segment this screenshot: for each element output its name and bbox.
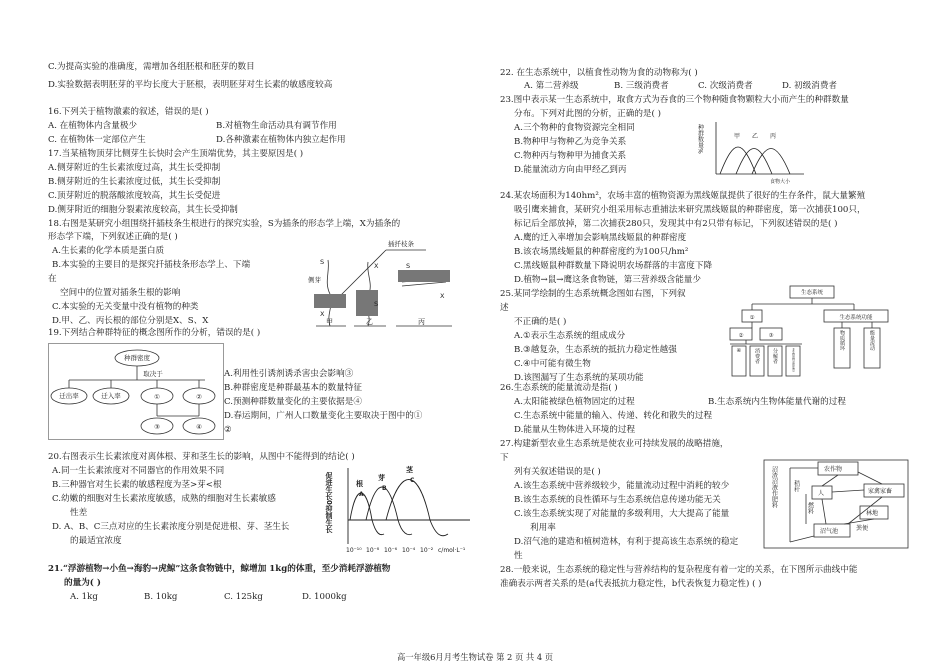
q27-label-straw: 秸秆	[792, 480, 800, 492]
q15-option-d: D.实验数据表明胚芽的平均长度大于胚根，表明胚芽对生长素的敏感度较高	[48, 80, 333, 90]
q16-option-c: C. 在植物体一定部位产生	[48, 135, 146, 145]
q20-option-d-cont: 的最适宜浓度	[70, 536, 122, 546]
q24-line-1: 24.某农场面积为140hm²，农场丰富的植物资源为黑线姬鼠提供了很好的生存条件，鼠大量繁殖	[500, 191, 866, 201]
q25-option-a: A.①表示生态系统的组成成分	[514, 331, 626, 341]
q25-line-1: 25.某同学绘制的生态系统概念图如右图，下列叙	[500, 289, 686, 299]
q18-fig-label-jia: 甲	[326, 318, 333, 326]
q19-option-a: A.利用性引诱剂诱杀害虫会影响③	[224, 369, 354, 379]
q27-label-fuel: 燃料	[806, 502, 814, 514]
q24-line-3: 标记后全部放掉，第二次捕获280只，发现其中有2只带有标记，下列叙述错误的是( )	[514, 219, 838, 229]
q25-node-function: 生态系统功能	[839, 315, 873, 321]
q20-tick-1: 10⁻¹⁰	[346, 547, 362, 554]
q19-label-depends: 取决于	[143, 370, 163, 378]
q23-option-a: A.三个物种的食物资源完全相同	[514, 123, 635, 133]
q18-line-2: 形态学下端，下列叙述正确的是( )	[48, 232, 178, 242]
q16-option-a: A. 在植物体内含量极少	[48, 121, 138, 131]
q22-option-b: B. 三级消费者	[614, 81, 669, 91]
q27-line-2: 下	[500, 453, 509, 463]
q18-option-b-cont: 在	[48, 274, 57, 284]
q27-option-c: C.该生态系统实现了对能量的多级利用，大大提高了能量	[514, 509, 730, 519]
q19-option-d-cont: ②	[224, 425, 232, 435]
q18-fig-label-x1: X	[320, 310, 325, 318]
q22-option-a: A. 第二营养级	[524, 81, 579, 91]
q27-option-a: A.该生态系统中营养级较少，能量流动过程中消耗的较少	[514, 481, 730, 491]
q26-stem: 26.生态系统的能量流动是指( )	[500, 383, 618, 393]
q23-curve-yi: 乙	[752, 133, 759, 140]
q27-agro-ecosystem-figure	[762, 458, 910, 550]
q20-option-a: A.同一生长素浓度对不同器官的作用效果不同	[52, 466, 225, 476]
q16-option-d: D.各种激素在植物体内独立起作用	[216, 135, 346, 145]
q28-line-2: 准确表示两者关系的是(a代表抵抗力稳定性，b代表恢复力稳定性) ( )	[500, 579, 762, 589]
q23-line-2: 分布。下列对此图的分析，正确的是( )	[514, 109, 661, 119]
q18-fig-label-x2: X	[374, 262, 379, 270]
q26-option-c: C.生态系统中能量的输入、传递、转化和散失的过程	[514, 411, 713, 421]
q25-node-abiotic: 非生物的物质和能量	[791, 348, 795, 372]
q21-stem-1: 21.“浮游植物→小鱼→海豹→虎鲸”这条食物链中，鲸增加 1kg的体重，至少消耗浮游植物	[48, 564, 391, 574]
q17-option-d: D.侧芽附近的细胞分裂素浓度较高，其生长受抑制	[48, 205, 238, 215]
q26-option-d: D.能量从生物体进入环境的过程	[514, 425, 636, 435]
q27-option-d: D.沼气池的建造和植树造林，有利于提高该生态系统的稳定	[514, 537, 739, 547]
q18-option-d: D.甲、乙、丙长根的部位分别是X、S、X	[52, 316, 209, 326]
q27-node-biogas: 沼气池	[820, 528, 839, 535]
q20-curve-root: 根	[356, 480, 363, 488]
q23-curve-jia: 甲	[734, 133, 741, 140]
q18-cutting-figure	[306, 232, 456, 330]
q20-curve-bud: 芽	[378, 474, 385, 482]
q21-option-b: B. 10kg	[144, 592, 178, 602]
q23-curve-bing: 丙	[770, 133, 777, 140]
q28-line-1: 28.一般来说，生态系统的稳定性与营养结构的复杂程度有着一定的关系，在下图所示曲线中能	[500, 565, 858, 575]
q23-option-d: D.能量流动方向由甲经乙到丙	[514, 165, 627, 175]
q17-option-a: A.侧芽附近的生长素浓度过高，其生长受抑制	[48, 163, 221, 173]
q19-node-immigration: 迁入率	[101, 392, 121, 400]
q22-option-d: D. 初级消费者	[782, 81, 838, 91]
q18-fig-label-bud: 侧芽	[308, 276, 321, 284]
q25-node-ecosystem: 生态系统	[800, 290, 824, 296]
q21-option-a: A. 1kg	[70, 592, 98, 602]
q21-option-c: C. 125kg	[224, 592, 263, 602]
q25-node-4: ④	[736, 348, 742, 354]
q25-node-matter-cycle: 物质循环	[839, 330, 845, 351]
q19-node-4: ④	[196, 423, 202, 431]
q24-option-d: D.植物→鼠→鹰这条食物链，第三营养级含能量少	[514, 275, 701, 285]
q20-tick-4: 10⁻⁴	[402, 547, 416, 554]
q27-node-livestock: 家禽家畜	[868, 488, 893, 495]
q20-point-a: A	[359, 491, 364, 498]
q20-option-b: B.三种器官对生长素的敏感程度为茎>芽<根	[52, 480, 222, 490]
q25-line-3: 不正确的是( )	[514, 317, 567, 327]
q26-option-a: A.太阳能被绿色植物固定的过程	[514, 397, 635, 407]
q22-option-c: C. 次级消费者	[698, 81, 753, 91]
q25-option-b: B.③越复杂，生态系统的抵抗力稳定性越强	[514, 345, 677, 355]
q19-option-c: C.预测种群数量变化的主要依据是④	[224, 397, 362, 407]
q20-option-c: C.幼嫩的细胞对生长素浓度敏感，成熟的细胞对生长素敏感	[52, 494, 276, 504]
q19-node-2: ②	[196, 393, 202, 401]
q25-option-c: C.④中可能有微生物	[514, 359, 591, 369]
q17-option-c: C.顶芽附近的脱落酸浓度较高，其生长受促进	[48, 191, 221, 201]
q25-node-consumer: 消费者	[754, 348, 760, 364]
q19-option-d: D.春运期间，广州人口数量变化主要取决于图中的①	[224, 411, 423, 421]
q17-option-b: B.侧芽附近的生长素浓度过低，其生长受抑制	[48, 177, 221, 187]
q26-option-b: B.生态系统内生物体能量代谢的过程	[708, 397, 846, 407]
q23-option-c: C.物种丙与物种甲为捕食关系	[514, 151, 627, 161]
q20-curve-stem: 茎	[406, 466, 413, 474]
q25-line-2: 述	[500, 303, 509, 313]
q27-line-3: 列有关叙述错误的是( )	[514, 467, 601, 477]
q20-auxin-chart	[326, 464, 474, 554]
q20-tick-5: 10⁻²	[420, 547, 434, 554]
q18-fig-label-bing: 丙	[418, 318, 425, 326]
q18-fig-label-x3: X	[440, 292, 445, 300]
q25-node-energy-flow: 能量流动	[869, 330, 875, 351]
q19-stem: 19.下列结合种群特征的概念图所作的分析，错误的是( )	[48, 328, 261, 338]
q25-node-1: ①	[749, 315, 755, 321]
q21-stem-2: 的量为( )	[64, 578, 101, 588]
q20-tick-3: 10⁻⁶	[384, 547, 398, 554]
q27-label-manure: 粪便	[856, 525, 869, 532]
q19-option-b: B.种群密度是种群最基本的数量特征	[224, 383, 362, 393]
page-footer: 高一年级6月月考生物试卷 第 2 页 共 4 页	[396, 652, 554, 662]
q24-option-a: A.鹰的迁入率增加会影响黑线姬鼠的种群密度	[514, 233, 687, 243]
q18-fig-label-branch: 插扦枝条	[388, 240, 414, 248]
q20-xunit: c/mol·L⁻¹	[438, 547, 466, 554]
q20-option-c-cont: 性差	[70, 508, 88, 518]
q24-option-c: C.黑线姬鼠种群数量下降说明农场群落的丰富度下降	[514, 261, 713, 271]
q27-label-fertilizer: 沼渣沼液作肥料	[770, 466, 778, 508]
q23-line-1: 23.图中表示某一生态系统中，取食方式为吞食的三个物种随食物颗粒大小而产生的种群数量	[500, 95, 849, 105]
q27-line-1: 27.构建新型农业生态系统是使农业可持续发展的战略措施，	[500, 439, 729, 449]
q18-option-b-cont2: 空间中的位置对插条生根的影响	[60, 288, 181, 298]
q16-option-b: B.对植物生命活动具有调节作用	[216, 121, 337, 131]
q27-option-d-cont: 性	[514, 551, 523, 561]
q18-fig-label-s2: S	[374, 300, 379, 308]
q17-stem: 17.当某植物顶芽比侧芽生长快时会产生顶端优势，其主要原因是( )	[48, 149, 304, 159]
q18-fig-label-yi: 乙	[366, 318, 373, 326]
q16-stem: 16.下列关于植物激素的叙述，错误的是( )	[48, 107, 209, 117]
q18-option-c: C.本实验的无关变量中没有植物的种类	[52, 302, 199, 312]
q23-ylabel: 种群数量%	[696, 124, 704, 154]
q19-node-3: ③	[154, 423, 160, 431]
q25-option-d: D.该图漏写了生态系统的某项功能	[514, 373, 644, 383]
q21-option-d: D. 1000kg	[302, 592, 347, 602]
q27-node-woodland: 林地	[866, 510, 879, 517]
q27-option-b: B.该生态系统的良性循环与生态系统信息传递功能无关	[514, 495, 721, 505]
q22-stem: 22. 在生态系统中，以植食性动物为食的动物称为( )	[500, 68, 698, 78]
q20-ylabel: 促进生长0抑制生长	[325, 472, 333, 533]
q15-option-c: C.为提高实验的准确度，需增加各组胚根和胚芽的数目	[48, 62, 255, 72]
q18-fig-label-s1: S	[320, 258, 325, 266]
q20-stem: 20.右图表示生长素浓度对离体根、芽和茎生长的影响，从图中不能得到的结论( )	[48, 452, 355, 462]
q20-tick-2: 10⁻⁸	[366, 547, 380, 554]
q23-species-chart	[696, 118, 810, 186]
q20-point-c: C	[410, 477, 415, 484]
q25-node-2: ②	[738, 333, 744, 339]
q20-point-b: B	[382, 485, 387, 492]
q23-option-b: B.物种甲与物种乙为竞争关系	[514, 137, 627, 147]
q27-node-human: 人	[818, 490, 825, 497]
q18-line-1: 18.右图是某研究小组围绕扦插枝条生根进行的探究实验，S为插条的形态学上端，X为插条的	[48, 219, 401, 229]
q24-line-2: 吸引鹰来捕食，某研究小组采用标志重捕法来研究黑线姬鼠的种群密度，第一次捕获100只，	[514, 205, 866, 215]
q18-option-b: B.本实验的主要目的是探究扦插枝条形态学上、下端	[52, 260, 251, 270]
q27-option-c-cont: 利用率	[530, 523, 556, 533]
q25-ecosystem-map	[726, 284, 896, 380]
q27-node-crops: 农作物	[824, 466, 843, 473]
q20-option-d: D. A、B、C三点对应的生长素浓度分别是促进根、芽、茎生长	[52, 522, 290, 532]
q19-node-1: ①	[154, 393, 160, 401]
q18-fig-label-s3: S	[406, 262, 411, 270]
q25-node-3: ③	[768, 333, 774, 339]
q19-node-emigration: 迁出率	[59, 392, 79, 400]
q24-option-b: B.该农场黑线姬鼠的种群密度约为100只/hm²	[514, 247, 689, 257]
q18-option-a: A.生长素的化学本质是蛋白质	[52, 246, 165, 256]
q25-node-decomposer: 分解者	[772, 348, 778, 364]
q19-node-density: 种群密度	[124, 354, 150, 362]
q19-concept-map	[48, 343, 224, 440]
q23-xlabel: 食物大小	[770, 179, 791, 185]
